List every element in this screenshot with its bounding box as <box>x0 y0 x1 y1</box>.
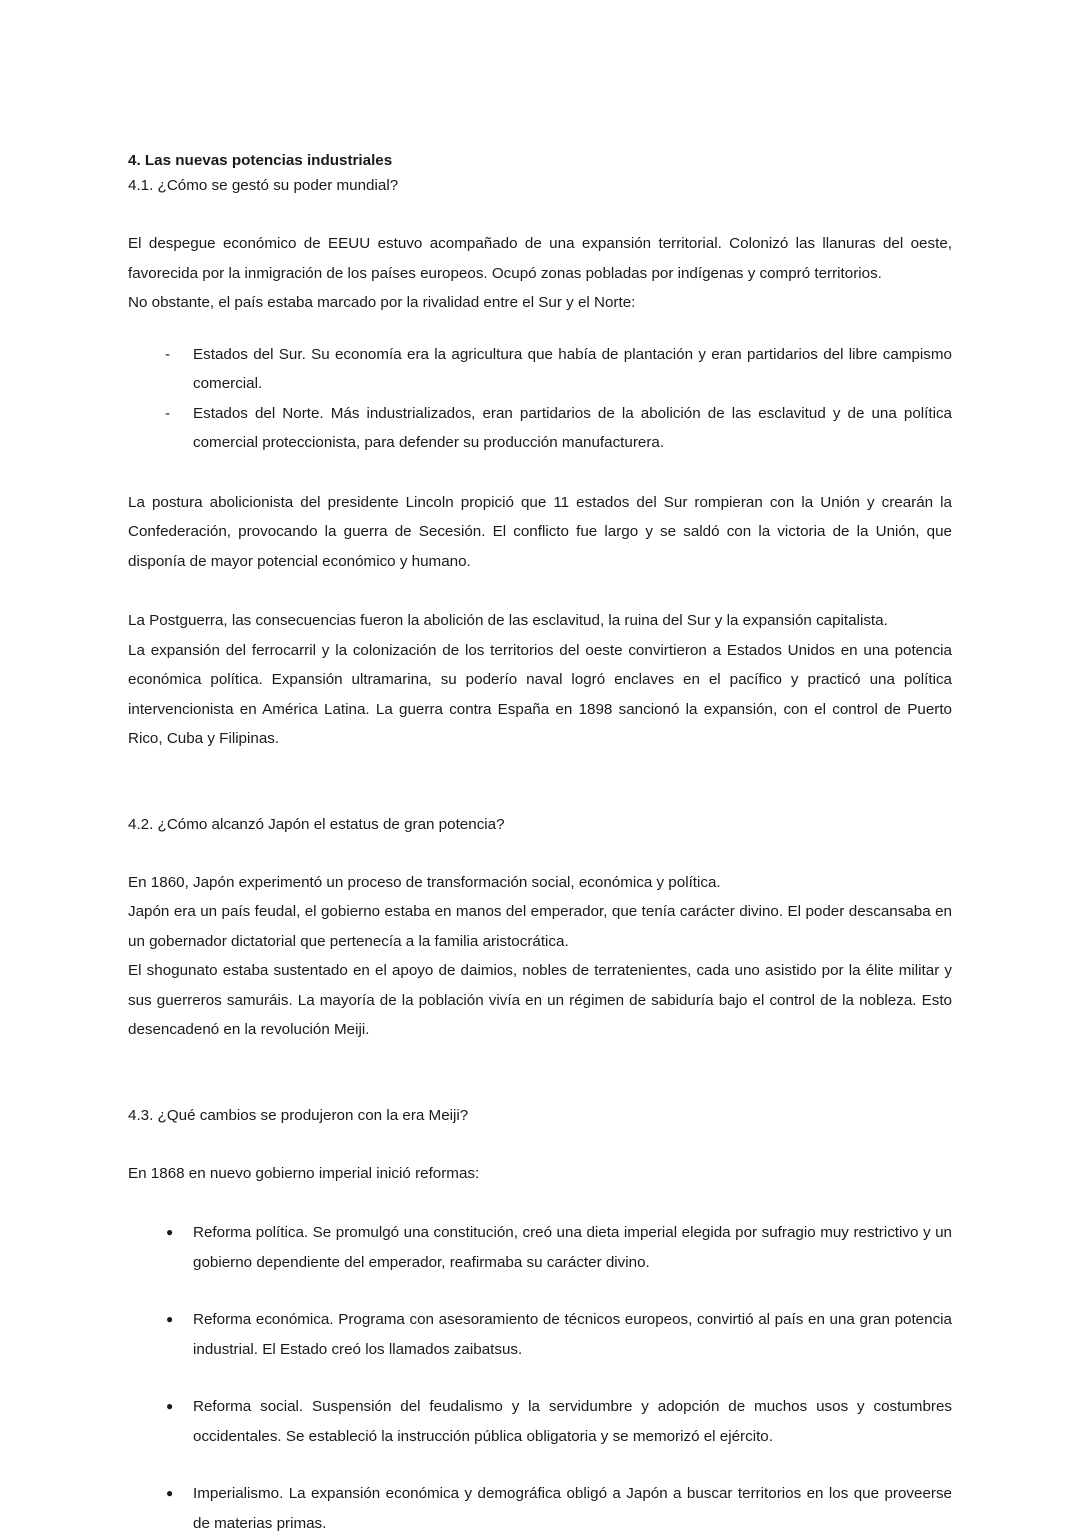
subsection-4-1-heading: 4.1. ¿Cómo se gestó su poder mundial? <box>128 177 399 194</box>
list-item <box>128 1305 952 1364</box>
spacer <box>128 199 952 229</box>
paragraph-4-1-3: La postura abolicionista del presidente Lincoln propició que 11 estados del Sur rompieran con la Unión y crearán la Confederación, provocando la guerra de Secesión. El conflicto fue largo y se saldó con la victoria de la Unión, que disponía de mayor potencial económico y humano. <box>128 493 952 570</box>
spacer <box>128 838 952 868</box>
dash-bullet-icon: - <box>165 345 171 363</box>
subsection-4-3-heading: 4.3. ¿Qué cambios se produjeron con la era Meiji? <box>128 1106 469 1124</box>
paragraph-4-1-2: No obstante, el país estaba marcado por la rivalidad entre el Sur y el Norte: <box>128 294 636 311</box>
spacer <box>128 1045 952 1103</box>
list-item <box>128 340 952 399</box>
list-reformas-meiji <box>128 1218 952 1538</box>
spacer <box>128 1188 952 1218</box>
list-item <box>128 1392 952 1451</box>
list-item <box>128 399 952 458</box>
list-item-text: Estados del Norte. Más industrializados, eran partidarios de la abolición de las esclavitud y de una política comercial proteccionista, para defender su producción manufacturera. <box>193 404 952 451</box>
paragraph-4-1-5: La expansión del ferrocarril y la colonización de los territorios del oeste convirtieron a Estados Unidos en una potencia económica política. Expansión ultramarina, su poderío naval logró enclaves en el pacífico y practicó una política intervencionista en América Latina. La guerra contra España en 1898 sancionó la expansión, con el control de Puerto Rico, Cuba y Filipinas. <box>128 641 952 747</box>
spacer <box>128 576 952 606</box>
list-item-text: Reforma económica. Programa con asesoramiento de técnicos europeos, convirtió al país en una gran potencia industrial. El Estado creó los llamados zaibatsus. <box>193 1311 952 1358</box>
dash-bullet-icon: - <box>165 404 171 422</box>
paragraph-4-1-4: La Postguerra, las consecuencias fueron la abolición de las esclavitud, la ruina del Sur y la expansión capitalista. <box>128 612 888 629</box>
subsection-4-2-heading: 4.2. ¿Cómo alcanzó Japón el estatus de gran potencia? <box>128 815 505 833</box>
paragraph-4-3-1: En 1868 en nuevo gobierno imperial inició reformas: <box>128 1164 480 1182</box>
list-item-text: Reforma social. Suspensión del feudalismo y la servidumbre y adopción de muchos usos y costumbres occidentales. Se estableció la instrucción pública obligatoria y se memorizó el ejército. <box>193 1398 952 1445</box>
spacer <box>128 458 952 488</box>
spacer <box>128 754 952 812</box>
paragraph-4-1-1: El despegue económico de EEUU estuvo acompañado de una expansión territorial. Colonizó las llanuras del oeste, favorecida por la inmigración de los países europeos. Ocupó zonas pobladas por indígenas y compró territorios. <box>128 235 952 282</box>
round-bullet-icon: ● <box>166 1225 174 1239</box>
list-sur-norte <box>128 340 952 458</box>
paragraph-4-2-2: Japón era un país feudal, el gobierno estaba en manos del emperador, que tenía carácter divino. El poder descansaba en un gobernador dictatorial que pertenecía a la familia aristocrática. <box>128 903 952 950</box>
list-item-text: Reforma política. Se promulgó una constitución, creó una dieta imperial elegida por sufragio muy restrictivo y un gobierno dependiente del emperador, reafirmaba su carácter divino. <box>193 1224 952 1271</box>
list-item <box>128 1218 952 1277</box>
spacer <box>128 1129 952 1159</box>
spacer <box>128 318 952 340</box>
round-bullet-icon: ● <box>166 1486 174 1500</box>
paragraph-4-2-3: El shogunato estaba sustentado en el apoyo de daimios, nobles de terratenientes, cada uno asistido por la élite militar y sus guerreros samuráis. La mayoría de la población vivía en un régimen de sabiduría bajo el control de la nobleza. Esto desencadenó en la revolución Meiji. <box>128 962 952 1038</box>
document-body <box>128 148 952 1538</box>
list-item-text: Estados del Sur. Su economía era la agricultura que había de plantación y eran partidarios del libre campismo comercial. <box>193 345 952 392</box>
section-title: 4. Las nuevas potencias industriales <box>128 152 393 169</box>
list-item-text: Imperialismo. La expansión económica y demográfica obligó a Japón a buscar territorios en los que proveerse de materias primas. <box>193 1485 952 1532</box>
paragraph-4-2-1: En 1860, Japón experimentó un proceso de transformación social, económica y política. <box>128 873 721 891</box>
round-bullet-icon: ● <box>166 1312 174 1326</box>
list-item <box>128 1479 952 1538</box>
round-bullet-icon: ● <box>166 1399 174 1413</box>
